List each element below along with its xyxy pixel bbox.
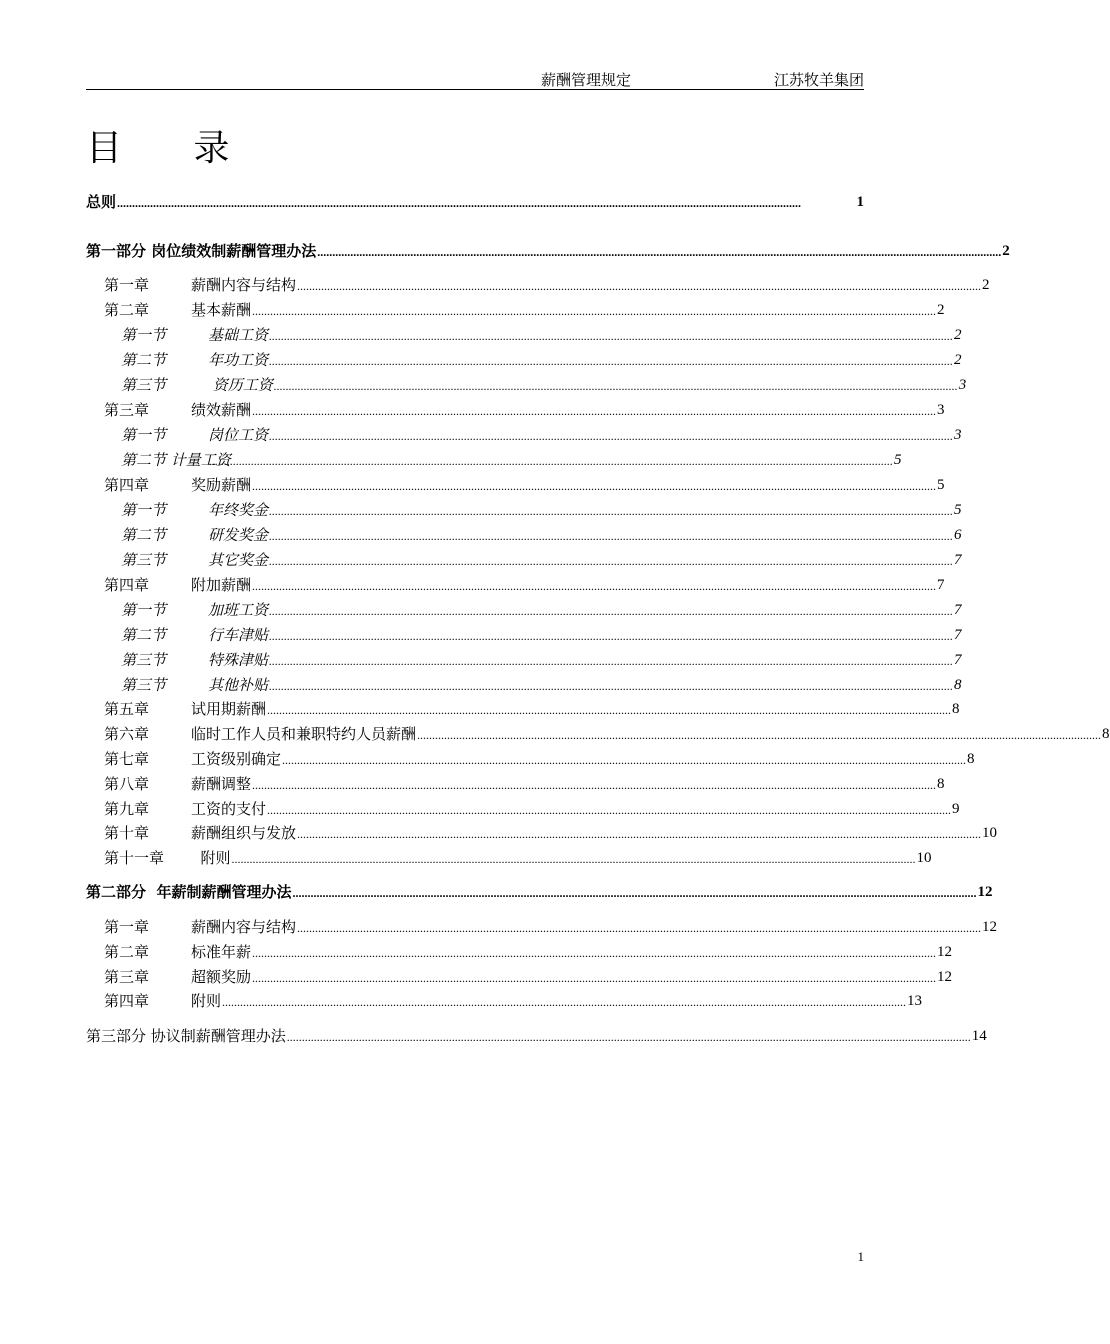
toc-entry-title: 总则 bbox=[86, 193, 117, 211]
toc-entry-page: 3 bbox=[954, 427, 962, 443]
toc-entry[interactable] bbox=[86, 524, 962, 546]
toc-entry-page: 2 bbox=[954, 352, 962, 368]
toc-entry-title: 年功工资 bbox=[208, 351, 269, 369]
toc-entry-page: 9 bbox=[952, 801, 960, 817]
toc-entry-page: 5 bbox=[954, 502, 962, 518]
toc-entry[interactable] bbox=[86, 374, 967, 396]
toc-entry-number: 第三节 bbox=[121, 676, 167, 694]
toc-entry-title: 岗位工资 bbox=[208, 426, 269, 444]
toc-dot-leader: .................................................................................................................................................................................................................................... bbox=[282, 753, 967, 767]
toc-entry[interactable] bbox=[86, 324, 962, 346]
toc-entry-number: 第一节 bbox=[121, 501, 167, 519]
toc-entry-number: 第十一章 bbox=[104, 849, 165, 867]
toc-entry[interactable] bbox=[86, 748, 975, 770]
toc-entry-title: 其它奖金 bbox=[208, 551, 269, 569]
toc-entry-title: 基本薪酬 bbox=[191, 301, 252, 319]
toc-entry-page: 7 bbox=[937, 577, 945, 593]
toc-dot-leader: .................................................................................................................................................................................................................................... bbox=[269, 354, 954, 368]
toc-entry-number: 第六章 bbox=[104, 725, 150, 743]
toc-entry[interactable] bbox=[86, 881, 993, 903]
toc-entry-title: 附加薪酬 bbox=[191, 576, 252, 594]
toc-entry-number: 第三节 bbox=[121, 651, 167, 669]
toc-dot-leader: .................................................................................................................................................................................................................................... bbox=[292, 886, 977, 900]
toc-dot-leader: .................................................................................................................................................................................................................................... bbox=[297, 921, 982, 935]
toc-entry[interactable] bbox=[86, 941, 953, 963]
toc-dot-leader: .................................................................................................................................................................................................................................... bbox=[269, 554, 954, 568]
toc-entry-number: 第一节 bbox=[121, 326, 167, 344]
toc-dot-leader: .................................................................................................................................................................................................................................... bbox=[269, 529, 954, 543]
toc-entry-page: 3 bbox=[937, 402, 945, 418]
toc-entry-page: 13 bbox=[907, 993, 923, 1009]
toc-entry-number: 第五章 bbox=[104, 700, 150, 718]
toc-entry-title: 奖励薪酬 bbox=[191, 476, 252, 494]
toc-entry-title: 标准年薪 bbox=[191, 943, 252, 961]
toc-dot-leader: .................................................................................................................................................................................................................................... bbox=[252, 404, 937, 418]
toc-entry-number: 第二章 bbox=[104, 301, 150, 319]
toc-dot-leader: .................................................................................................................................................................................................................................... bbox=[267, 803, 952, 817]
toc-entry-title: 加班工资 bbox=[208, 601, 269, 619]
toc-entry-page: 6 bbox=[954, 527, 962, 543]
toc-entry-number: 第三章 bbox=[104, 968, 150, 986]
toc-entry-page: 12 bbox=[982, 919, 998, 935]
toc-entry-title: 超额奖励 bbox=[191, 968, 252, 986]
toc-entry[interactable] bbox=[86, 349, 962, 371]
toc-entry-title: 第三部分 协议制薪酬管理办法 bbox=[86, 1027, 286, 1045]
toc-entry-page: 12 bbox=[977, 884, 993, 900]
toc-dot-leader: .................................................................................................................................................................................................................................... bbox=[252, 971, 937, 985]
toc-dot-leader: .................................................................................................................................................................................................................................... bbox=[269, 329, 954, 343]
toc-dot-leader: .................................................................................................................................................................................................................................... bbox=[231, 852, 916, 866]
toc-dot-leader: .................................................................................................................................................................................................................................... bbox=[252, 946, 937, 960]
toc-entry[interactable] bbox=[86, 499, 962, 521]
toc-entry[interactable] bbox=[86, 574, 945, 596]
toc-entry[interactable] bbox=[86, 474, 945, 496]
toc-dot-leader: .................................................................................................................................................................................................................................... bbox=[269, 504, 954, 518]
toc-entry[interactable] bbox=[86, 240, 1010, 262]
toc-entry[interactable] bbox=[86, 549, 962, 571]
toc-entry-page: 8 bbox=[1102, 726, 1110, 742]
toc-dot-leader: .................................................................................................................................................................................................................................... bbox=[286, 1030, 971, 1044]
toc-entry-number: 第八章 bbox=[104, 775, 150, 793]
toc-dot-leader: .................................................................................................................................................................................................................................... bbox=[252, 579, 937, 593]
toc-entry-title: 薪酬调整 bbox=[191, 775, 252, 793]
toc-entry-title: 试用期薪酬 bbox=[191, 700, 267, 718]
header-document-title: 薪酬管理规定 bbox=[541, 71, 632, 89]
toc-entry-title: 其他补贴 bbox=[208, 676, 269, 694]
toc-dot-leader: .................................................................................................................................................................................................................................... bbox=[252, 778, 937, 792]
toc-entry-title: 薪酬内容与结构 bbox=[191, 276, 297, 294]
toc-entry-page: 10 bbox=[916, 850, 932, 866]
toc-entry-number: 第二章 bbox=[104, 943, 150, 961]
toc-dot-leader: .................................................................................................................................................................................................................................... bbox=[117, 196, 802, 210]
toc-entry[interactable] bbox=[86, 723, 1110, 745]
toc-dot-leader: .................................................................................................................................................................................................................................... bbox=[417, 728, 1102, 742]
toc-entry[interactable] bbox=[86, 599, 962, 621]
toc-entry-number: 第二节 计量工资 bbox=[121, 451, 231, 469]
toc-entry-title: 绩效薪酬 bbox=[191, 401, 252, 419]
toc-dot-leader: .................................................................................................................................................................................................................................... bbox=[269, 679, 954, 693]
toc-entry[interactable] bbox=[86, 274, 990, 296]
toc-dot-leader: .................................................................................................................................................................................................................................... bbox=[297, 827, 982, 841]
toc-entry-number: 第二节 bbox=[121, 526, 167, 544]
toc-entry-title: 特殊津贴 bbox=[208, 651, 269, 669]
toc-entry[interactable] bbox=[86, 698, 960, 720]
toc-entry-number: 第一节 bbox=[121, 426, 167, 444]
toc-entry-page: 8 bbox=[967, 751, 975, 767]
toc-entry-page: 12 bbox=[937, 969, 953, 985]
toc-entry-number: 第三节 bbox=[121, 551, 167, 569]
toc-entry[interactable] bbox=[86, 966, 953, 988]
toc-entry-number: 第十章 bbox=[104, 824, 150, 842]
toc-entry-title: 年终奖金 bbox=[208, 501, 269, 519]
toc-dot-leader: .................................................................................................................................................................................................................................... bbox=[317, 245, 1002, 259]
toc-entry[interactable] bbox=[86, 299, 945, 321]
toc-heading: 目 录 bbox=[86, 128, 260, 169]
toc-entry-page: 5 bbox=[937, 477, 945, 493]
running-header bbox=[86, 68, 864, 90]
toc-entry-number: 第七章 bbox=[104, 750, 150, 768]
toc-entry[interactable] bbox=[86, 674, 962, 696]
toc-entry-title: 第一部分 岗位绩效制薪酬管理办法 bbox=[86, 242, 317, 260]
toc-entry-page: 2 bbox=[954, 327, 962, 343]
toc-entry-page: 2 bbox=[982, 277, 990, 293]
toc-entry-page: 8 bbox=[952, 701, 960, 717]
toc-entry-title: 行车津贴 bbox=[208, 626, 269, 644]
toc-entry-number: 第三章 bbox=[104, 401, 150, 419]
toc-entry-number: 第四章 bbox=[104, 476, 150, 494]
toc-entry[interactable] bbox=[86, 624, 962, 646]
toc-entry[interactable] bbox=[86, 773, 945, 795]
header-company-name: 江苏牧羊集团 bbox=[773, 71, 864, 89]
toc-entry-title: 薪酬内容与结构 bbox=[191, 918, 297, 936]
toc-entry-number: 第四章 bbox=[104, 992, 150, 1010]
toc-entry[interactable] bbox=[86, 191, 864, 213]
toc-dot-leader: .................................................................................................................................................................................................................................... bbox=[267, 703, 952, 717]
toc-entry-number: 第二节 bbox=[121, 626, 167, 644]
page-number: 1 bbox=[857, 1249, 864, 1264]
toc-entry-number: 第一章 bbox=[104, 276, 150, 294]
toc-entry-page: 7 bbox=[954, 552, 962, 568]
toc-dot-leader: .................................................................................................................................................................................................................................... bbox=[222, 995, 907, 1009]
toc-dot-leader: .................................................................................................................................................................................................................................... bbox=[269, 604, 954, 618]
toc-entry-title: 基础工资 bbox=[208, 326, 269, 344]
toc-entry-title: 第二部分 年薪制薪酬管理办法 bbox=[86, 883, 292, 901]
toc-dot-leader: .................................................................................................................................................................................................................................... bbox=[252, 304, 937, 318]
toc-entry-page: 7 bbox=[954, 602, 962, 618]
toc-entry-page: 2 bbox=[1002, 243, 1010, 259]
toc-entry[interactable] bbox=[86, 822, 998, 844]
toc-entry-page: 2 bbox=[937, 302, 945, 318]
toc-dot-leader: .................................................................................................................................................................................................................................... bbox=[269, 654, 954, 668]
toc-entry-number: 第一节 bbox=[121, 601, 167, 619]
toc-entry[interactable] bbox=[86, 847, 932, 869]
toc-entry-title: 附则 bbox=[191, 992, 222, 1010]
toc-entry-number: 第四章 bbox=[104, 576, 150, 594]
toc-entry-page: 5 bbox=[894, 452, 902, 468]
toc-entry[interactable] bbox=[86, 649, 962, 671]
toc-entry[interactable] bbox=[86, 916, 998, 938]
toc-entry[interactable] bbox=[86, 990, 923, 1012]
toc-entry-title: 研发奖金 bbox=[208, 526, 269, 544]
toc-entry-page: 8 bbox=[937, 776, 945, 792]
toc-entry-page: 14 bbox=[971, 1028, 987, 1044]
toc-entry[interactable] bbox=[86, 399, 945, 421]
toc-entry-page: 1 bbox=[856, 194, 864, 210]
toc-dot-leader: .................................................................................................................................................................................................................................... bbox=[209, 454, 893, 468]
toc-entry-number: 第九章 bbox=[104, 800, 150, 818]
toc-entry-title: 工资的支付 bbox=[191, 800, 267, 818]
toc-entry[interactable] bbox=[86, 424, 962, 446]
toc-dot-leader: .................................................................................................................................................................................................................................... bbox=[269, 429, 954, 443]
toc-entry-number: 第三节 bbox=[121, 376, 167, 394]
toc-dot-leader: .................................................................................................................................................................................................................................... bbox=[297, 279, 982, 293]
toc-entry-title: 临时工作人员和兼职特约人员薪酬 bbox=[191, 725, 417, 743]
toc-entry-title: 附则 bbox=[191, 849, 231, 867]
toc-entry[interactable] bbox=[86, 449, 902, 471]
toc-entry-title: 资历工资 bbox=[208, 376, 273, 394]
toc-dot-leader: .................................................................................................................................................................................................................................... bbox=[273, 379, 958, 393]
toc-entry-title: 薪酬组织与发放 bbox=[191, 824, 297, 842]
toc-entry-page: 10 bbox=[982, 825, 998, 841]
toc-entry[interactable] bbox=[86, 1025, 987, 1047]
toc-entry[interactable] bbox=[86, 798, 960, 820]
toc-entry-number: 第一章 bbox=[104, 918, 150, 936]
toc-entry-title: 工资级别确定 bbox=[191, 750, 282, 768]
toc-dot-leader: .................................................................................................................................................................................................................................... bbox=[269, 629, 954, 643]
toc-entry-page: 3 bbox=[958, 377, 967, 393]
toc-entry-page: 7 bbox=[954, 627, 962, 643]
toc-entry-page: 7 bbox=[954, 652, 962, 668]
toc-dot-leader: .................................................................................................................................................................................................................................... bbox=[252, 479, 937, 493]
toc-entry-page: 8 bbox=[954, 677, 962, 693]
toc-entry-page: 12 bbox=[937, 944, 953, 960]
toc-entry-number: 第二节 bbox=[121, 351, 167, 369]
